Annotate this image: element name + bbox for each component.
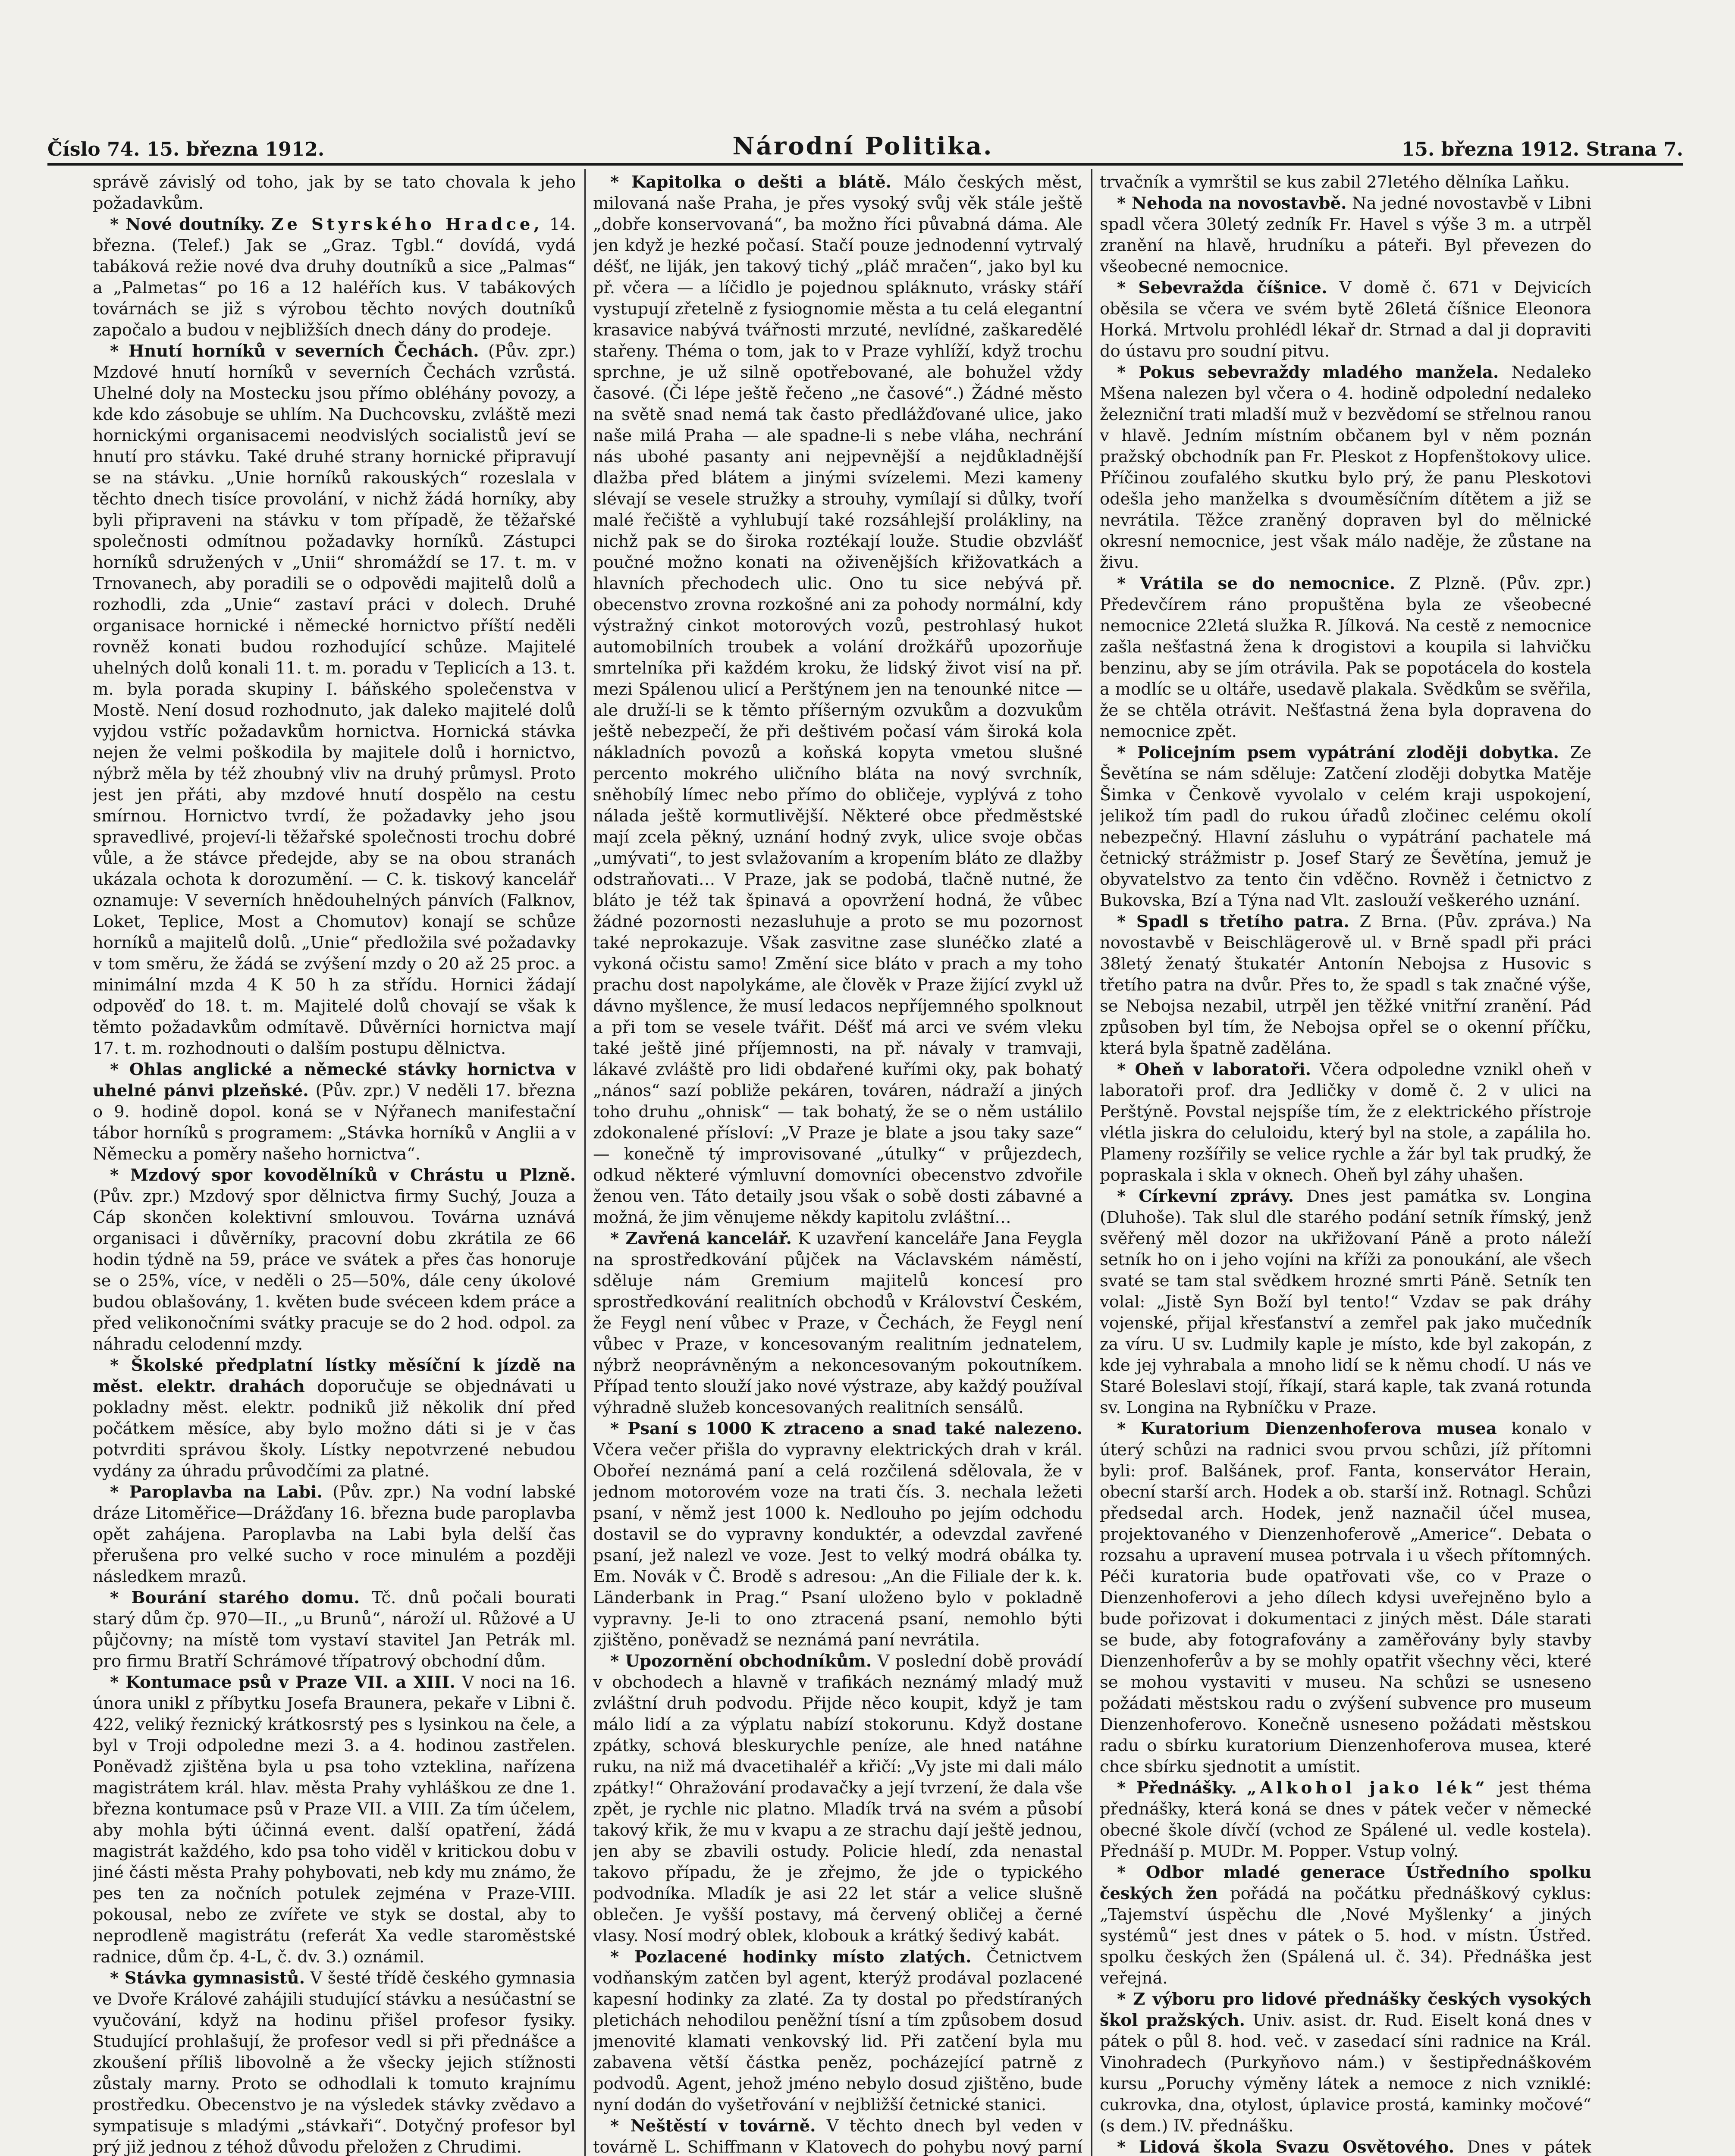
article: [1100, 1186, 1591, 1418]
article-headline: * Kapitolka o dešti a blátě.: [610, 172, 891, 192]
article: [93, 1059, 576, 1165]
article-body: doporučuje se objednávati u pokladny měst. elektr. podniků již několik dní před počátkem měsíce, aby bylo možno dáti si je v čas potvrditi správou školy. Lístky nepotvrzené nebudou vydány za úhradu průvodčími za platné.: [93, 1377, 576, 1481]
article-body: V těchto dnech byl veden v továrně L. Schiffmann v Klatovech do pohybu nový parní: [593, 2116, 1082, 2156]
article-body: Univ. asist. dr. Rud. Eiselt koná dnes v pátek o půl 8. hod. več. v zasedací síni radnice na Král. Vinohradech (Purkyňovo nám.) v šestipřednáškovém kursu „Poruchy výměny látek a nemoce z nich vzniklé: cukrovka, dna, otylost, úplavice prostá, kaminky močové“ (s dem.) IV. přednášku.: [1100, 2011, 1591, 2136]
date-page-info: 15. března 1912. Strana 7.: [1401, 138, 1683, 160]
article-headline: * Stávka gymnasistů.: [110, 1968, 305, 1988]
article-headline: * Kontumace psů v Praze VII. a XIII.: [110, 1673, 455, 1692]
article-headline: * Odbor mladé generace Ústředního spolku českých žen: [1100, 1863, 1591, 1903]
article-body: Nedaleko Mšena nalezen byl včera o 4. hodině odpolední nedaleko železniční trati mladší muž v bezvědomí se střelnou ranou v hlavě. Jedním místním občanem byl v něm poznán pražský obchodník pan Fr. Pleskot z Hopfenštokovy ulice. Příčinou zoufalého skutku bylo prý, že panu Pleskotovi odešla jeho manželka s dvouměsíčním dítětem a již se nevrátila. Těžce zraněný dopraven byl do mělnické okresní nemocnice, jest však málo naděje, že zůstane na živu.: [1100, 363, 1591, 572]
article: [1100, 742, 1591, 911]
article-headline: * Lidová škola Svazu Osvětového.: [1117, 2137, 1455, 2156]
article: [93, 341, 576, 1059]
article: [93, 1672, 576, 1968]
page-header: [47, 126, 1683, 160]
article-headline: * Neštěstí v továrně.: [610, 2116, 816, 2136]
article-body: K uzavření kanceláře Jana Feygla na sprostředkování půjček na Václavském náměstí, sděluje nám Gremium majitelů koncesí pro sprostředkování realitních obchodů v Království Českém, že Feygl není vůbec v Praze, v Čechách, že Feygl není vůbec v Praze, v koncesovaným realitním jednatelem, nýbrž neoprávněným a nekoncesovaným pokoutníkem. Případ tento slouží jako nové výstraze, aby každý používal výhradně služeb koncesovaných realitních sensálů.: [593, 1229, 1082, 1417]
article-body: Dnes jest památka sv. Longina (Dluhoše). Tak slul dle starého podání setník římský, jenž svěřený měl dozor na ukřižovaní Páně a proto náleží setník ho on i jeho vojíni na kříži za ponoukání, ale všech svaté se tam stal svědkem hrozné smrti Páně. Setník ten volal: „Jistě Syn Boží byl tento!“ Vzdav se pak dráhy vojenské, přijal křesťanství a zemřel pak jako mučedník za víru. U sv. Ludmily kaple je místo, kde byl zakopán, z kde jej vyhrabala a mnoho lidí se k němu chodí. U nás ve Staré Boleslavi stojí, říkají, stará kaple, tak zvaná rotunda sv. Longina na Rybníčku v Praze.: [1100, 1187, 1591, 1417]
article-headline: * Ohlas anglické a německé stávky hornictva v uhelné pánvi plzeňské.: [93, 1060, 576, 1100]
article-body: (Pův. zpr.) V neděli 17. března o 9. hodině dopol. koná se v Nýřanech manifestační tábor horníků s programem: „Stávka horníků v Anglii a v Německu a poměry našeho hornictva“.: [93, 1081, 576, 1164]
article: [93, 1482, 576, 1587]
column-1: [93, 172, 576, 2156]
spaced-emphasis: Ze Styrského Hradce,: [271, 215, 543, 234]
article-headline: * Školské předplatní lístky měsíční k jízdě na měst. elektr. drahách: [93, 1356, 576, 1396]
article-body: 14. března. (Telef.) Jak se „Graz. Tgbl.“ dovídá, vydá tabáková režie nové dva druhy doutníků a sice „Palmas“ a „Palmetas“ po 16 a 12 haléřích kus. V tabákových továrnách se již s výrobou těchto nových doutníků započalo a budou v nejbližších dnech dány do prodeje.: [93, 215, 576, 340]
article-headline: * Kuratorium Dienzenhoferova musea: [1117, 1419, 1497, 1438]
article-body: Ze Ševětína se nám sděluje: Zatčení zloději dobytka Matěje Šimka v Čenkově vyvolalo v celém kraji uspokojení, jelikož tím padl do rukou úřadů zločinec celému okolí nebezpečný. Hlavní zásluhu o vypátrání pachatele má četnický strážmistr p. Josef Starý ze Ševětína, jemuž je obyvatelstvo za tento čin vděčno. Rovněž i četnictvo z Bukovska, Bzí a Týna nad Vlt. zaslouží veškerého uznání.: [1100, 743, 1591, 910]
article: [1100, 573, 1591, 742]
article-headline: * Nové doutníky.: [110, 215, 265, 234]
article-body: V poslední době provádí v obchodech a hlavně v trafikách neznámý mladý muž zvláštní druh podvodu. Přijde něco koupit, když je tam málo lidí a za výplatu nabízí stokorunu. Když dostane zpátky, schová bleskurychle peníze, ale hned natáhne ruku, na niž má dvacetihaléř a křičí: „Vy jste mi dali málo zpátky!“ Ohražování prodavačky a její tvrzení, že dala vše zpět, je rychle nic platno. Mladík trvá na svém a působí takový křik, že mu v kvapu a ze strachu dají ještě jednou, jen aby se zbavili ostudy. Policie hledí, zda nenastal takovo případu, že je zřejmo, že jde o typického podvodníka. Mladík je asi 22 let stár a velice slušně oblečen. Je vyšší postavy, má červený obličej a černé vlasy. Nosí modrý oblek, klobouk a krátký šedivý kabát.: [593, 1651, 1082, 1946]
article: [1100, 1989, 1591, 2137]
article: [593, 1228, 1082, 1418]
masthead: Národní Politika.: [732, 132, 994, 160]
article-body: jest théma přednášky, která koná se dnes v pátek večer v německé obecné škole dívčí (vchod ze Spálené ul. vedle kostela). Přednáší p. MUDr. M. Popper. Vstup volný.: [1100, 1778, 1591, 1861]
header-rule: [47, 163, 1683, 166]
article-body: (Pův. zpr.) Mzdový spor dělnictva firmy Suchý, Jouza a Cáp skončen kolektivní smlouvou. Továrna uznává organisaci i důvěrníky, pracovní dobu zkrátila ze 66 hodin týdně na 59, práce ve svátek a přes čas honoruje se o 25%, více, v neděli o 25—50%, dále ceny úkolové budou oblašovány, 1. květen bude svéceen kdem práce a před velikonočními svátky pracuje se do 2 hod. odpol. za náhradu celodenní mzdy.: [93, 1187, 576, 1354]
article-body: trvačník a vymrštil se kus zabil 27letého dělníka Laňku.: [1100, 172, 1570, 192]
article-headline: * Bourání starého domu.: [110, 1588, 360, 1608]
column-2: [593, 172, 1082, 2156]
article: [93, 1355, 576, 1482]
article-headline: * Zavřená kancelář.: [610, 1229, 792, 1248]
article-body: Četnictvem vodňanským zatčen byl agent, kterýž prodával pozlacené kapesní hodinky za zlaté. Za ty dostal po předstíraných pletichách nehodilou peněžní tísní a tím způsobem dosud jmenovité klamati venkovský lid. Při zatčení byla mu zabavena větší částka peněz, pocházející patrně z podvodů. Agent, jehož jméno nebylo dosud zjištěno, bude nyní dodán do vyšetřování v nejbližší četnické stanici.: [593, 1947, 1082, 2115]
article-headline: * Pokus sebevraždy mladého manžela.: [1117, 363, 1499, 382]
article-headline: * Pozlacené hodinky místo zlatých.: [610, 1947, 972, 1967]
article-body: konalo v úterý schůzi na radnici svou prvou schůzi, jíž přítomni byli: prof. Balšánek, prof. Fanta, konservátor Herain, obecní starší arch. Hodek a ob. starší inž. Rotnagl. Schůzi předsedal arch. Hodek, jenž naznačil účel musea, projektovaného v Dienzenhoferově „Americe“. Debata o rozsahu a upravení musea potrvala i u všech přítomných. Péči kuratoria bude opatřovati vše, co v Praze o Dienzenhoferovi a jeho dílech kdysi uveřejněno bylo a bude pořizovat i dokumentaci z jiných měst. Dále starati se bude, aby fotografovány a zaměřovány byly stavby Dienzenhoferův a by se mohly opatřit všechny věci, které se mohou vystaviti v museu. Na schůzi se usneseno požádati městskou radu o zvýšení subvence pro museum Dienzenhoferovo. Konečně usneseno požádati městskou radu o sbírku kuratorium Dienzenhoferova musea, které chce sbírku sjednotit a umístit.: [1100, 1419, 1591, 1777]
article-body: Včera večer přišla do vypravny elektrických drah v král. Obořeí neznámá paní a celá rozčilená sdělovala, že v jednom motorovém voze na trati čís. 3. nechala ležeti psaní, v němž jest 1000 k. Nedlouho po jejím odchodu dostavil se do vypravny konduktér, a odevzdal zavřené psaní, jež nalezl ve voze. Jest to velký modrá obálka ty. Em. Novák v Č. Brodě s adresou: „An die Filiale der k. k. Länderbank in Prag.“ Psaní uloženo bylo v pokladně vypravny. Je-li to ono ztracená psaní, nemohlo býti zjištěno, poněvadž se neznámá paní nevrátila.: [593, 1440, 1082, 1650]
article-headline: * Z výboru pro lidové přednášky českých vysokých škol pražských.: [1100, 1990, 1591, 2030]
article-body: Na jedné novostavbě v Libni spadl včera 30letý zedník Fr. Havel s výše 3 m. a utrpěl zranění na hlavě, hrudníku a páteři. Byl převezen do všeobecné nemocnice.: [1100, 194, 1591, 276]
article-body: V noci na 16. února unikl z příbytku Josefa Braunera, pekaře v Libni č. 422, veliký řeznický krátkosrstý pes s lysinkou na čele, a byl v Troji odpoledne mezi 3. a 4. hodinou zastřelen. Poněvadž zjištěna byla u psa toho vzteklina, nařízena magistrátem král. hlav. města Prahy vyhláškou ze dne 1. března kontumace psů v Praze VII. a VIII. Za tím účelem, aby mohla býti účinná event. další opatření, žádá magistrát každého, kdo psa toho viděl v kritickou dobu v jiné části města Prahy pohybovati, neb kdy mu známo, že pes ten za nočních potulek zejména v Praze-VIII. pokousal, nebo ze zvířete ve styk se dostal, aby to neprodleně magistrátu (referát Xa vedle staroměstské radnice, dům čp. 4-L, č. dv. 3.) oznámil.: [93, 1673, 576, 1967]
column-3: [1100, 172, 1591, 2156]
article: [593, 1946, 1082, 2115]
article-headline: * Vrátila se do nemocnice.: [1117, 574, 1396, 593]
article: [1100, 277, 1591, 362]
article-headline: * Upozornění obchodníkům.: [610, 1651, 872, 1671]
article-body: Dnes v pátek: [1467, 2137, 1591, 2156]
column-divider: [1091, 169, 1092, 2156]
article-body: Z Plzně. (Pův. zpr.) Předevčírem ráno propuštěna byla ze všeobecné nemocnice 22letá služka R. Jílková. Na cestě z nemocnice zašla nešťastná žena k drogistovi a koupila si lahvičku benzinu, aby se jím otrávila. Pak se popotácela do kostela a modlíc se u oltáře, usedavě plakala. Svědkům se svěřila, že se chtěla otrávit. Nešťastná žena byla dopravena do nemocnice zpět.: [1100, 574, 1591, 741]
article-body: Málo českých měst, milovaná naše Praha, je přes vysoký svůj věk stále ještě „dobře konservovaná“, ba možno říci půvabná dáma. Ale jen když je hezké počasí. Stačí pouze jednodenní vytrvalý déšť, ne liják, jen takový tichý „pláč mračen“, jako byl ku př. včera — a líčidlo je pojednou spláknuto, vrásky stáří vystupují zřetelně z fysiognomie města a tu celá elegantní krasavice nabývá tvářnosti mrzuté, nevlídné, zaškaredělé stařeny. Théma o tom, jak to v Praze vyhlíží, když trochu sprchne, je už silně opotřebované, ale bohužel vždy časové. (Či lépe ještě řečeno „ne časové“.) Žádné město na světě snad nemá tak často předlážďované ulice, jako naše milá Praha — ale spadne-li s nebe vláha, nechrání nás ubohé pasanty ani nejpevnější a nejdůkladnější dlažba před blátem a jinými svízelemi. Mezi kameny slévají se vesele stružky a strouhy, vymílají si důlky, tvoří malé řečiště a vyhlubují také rozsáhlejší prolákliny, na nichž pak se do široka roztékají louže. Studie obzvlášť poučné možno konati na oživenějších křižovatkách a hlavních přechodech ulic. Ono tu sice nebývá př. obecenstvo zrovna rozkošné ani za pohody normální, kdy výstražný cinkot motorových vozů, pestrohlasý hukot automobilních troubek a volání drožkářů upozorňuje smrtelníka při každém kroku, že lidský život visí na př. mezi Spálenou ulicí a Perštýnem jen na tenounké nitce — ale druží-li se k těmto příšerným ozvukům a dozvukům ještě nebezpečí, že při deštivém počasí vám široká kola nákladních povozů a koňská kopyta vmetou slušné percento mokrého uličního bláta na nový svrchník, sněhobílý límec nebo přímo do obličeje, vyplývá z toho nálada ještě kormutlivější. Některé obce předměstské mají zcela pěkný, uznání hodný zvyk, ulice svoje občas „umývati“, to jest svlažovaním a kropením bláto ze dlažby odstraňovati… V Praze, jak se podobá, tlačně nutné, že bláto je též tak špinavá a opovržení hodná, že vůbec žádné pozornosti nezasluhuje a proto se mu pozornost také neprokazuje. Však zasvitne zase slunéčko zlaté a vykoná očistu samo! Změní sice bláto v prach a my toho prachu dost napolykáme, ale člověk v Praze žijící zvykl už dávno myšlence, že musí ledacos nepříjemného spolknout a při tom se vesele tvářit. Déšť má arci ve svém vleku také ještě jiné příjemnosti, na př. návaly v tramvaji, lákavé zvláště pro lidi obdařené kuřími oky, pak bohatý „nános“ sazí pobliže pekáren, továren, nádraží a jiných toho druhu „ohnisk“ — tak bohatý, že se o něm ustálilo zdokonalené přísloví: „V Praze je blate a jsou taky saze“ — konečně tý improvisované „útulky“ v průjezdech, odkud některé výmluvní domovníci obecenstvo zdvořile ženou ven. Táto detaily jsou však o sobě dosti zábavné a možná, že jim věnujeme někdy kapitolu zvláštní…: [593, 172, 1082, 1227]
article-headline: * Oheň v laboratoři.: [1117, 1060, 1311, 1079]
article: [93, 1968, 576, 2156]
article: [1100, 362, 1591, 573]
article-body: správě závislý od toho, jak by se tato chovala k jeho požadavkům.: [93, 172, 576, 213]
article: [93, 172, 576, 214]
article-body: V domě č. 671 v Dejvicích oběsila se včera ve svém bytě 26letá číšnice Eleonora Horká. Mrtvolu prohlédl lékař dr. Strnad a dal ji dopraviti do ústavu pro soudní pitvu.: [1100, 278, 1591, 361]
article-headline: * Policejním psem vypátrání zloději dobytka.: [1117, 743, 1559, 762]
article-body: Z Brna. (Pův. zpráva.) Na novostavbě v Beischlägerově ul. v Brně spadl při práci 38letý ženatý štukatér Antonín Nebojsa z Husovic s třetího patra na dvůr. Přes to, že spadl s tak značné výše, se Nebojsa nezabil, utrpěl jen těžké vnitřní zranění. Pád způsoben byl tím, že Nebojsa opřel se o okenní příčku, která byla špatně zadělána.: [1100, 912, 1591, 1058]
article: [1100, 1418, 1591, 1777]
article-headline: * Církevní zprávy.: [1117, 1187, 1294, 1206]
article: [1100, 172, 1591, 193]
article-headline: * Psaní s 1000 K ztraceno a snad také nalezeno.: [610, 1419, 1082, 1438]
article-body: (Pův. zpr.) Na vodní labské dráze Litoměřice—Drážďany 16. března bude paroplavba opět zahájena. Paroplavba na Labi byla delší čas přerušena pro velké sucho v roce minulém a později následkem mrazů.: [93, 1482, 576, 1586]
article-headline: * Mzdový spor kovodělníků v Chrástu u Plzně.: [110, 1166, 576, 1185]
article: [1100, 1777, 1591, 1862]
article: [593, 1418, 1082, 1651]
article: [93, 214, 576, 341]
article-headline: * Hnutí horníků v severních Čechách.: [110, 342, 479, 361]
article-headline: * Paroplavba na Labi.: [110, 1482, 323, 1502]
article: [93, 1165, 576, 1355]
article-headline: * Spadl s třetího patra.: [1117, 912, 1349, 931]
article: [1100, 911, 1591, 1059]
column-divider: [584, 169, 586, 2156]
article-headline: * Nehoda na novostavbě.: [1117, 194, 1347, 213]
article-headline: * Sebevražda číšnice.: [1117, 278, 1327, 298]
article: [93, 1587, 576, 1672]
article-body: (Pův. zpr.) Mzdové hnutí horníků v severních Čechách vzrůstá. Uhelné doly na Mostecku jsou přímo obléhány povozy, a kde kdo zásobuje se uhlím. Na Duchcovsku, zvláště mezi hornickými organisacemi neodvislých socialistů jeví se hnutí pro stávku. Také druhé strany hornické připravují se na stávku. „Unie horníků rakouských“ rozeslala v těchto dnech tisíce provolání, v nichž žádá horníky, aby byli připraveni na stávku v tom případě, že těžařské společnosti odmítnou požadavky horníků. Zástupci horníků sdružených v „Unii“ shromáždí se 17. t. m. v Trnovanech, aby poradili se o odpovědi majitelů dolů a rozhodli, zda „Unie“ zastaví práci v dolech. Druhé organisace hornické i německé hornictvo příští neděli rovněž konati budou rozhodující schůze. Majitelé uhelných dolů konali 11. t. m. poradu v Teplicích a 13. t. m. byla porada skupiny I. báňského společenstva v Mostě. Není dosud rozhodnuto, jak daleko majitelé dolů vyjdou vstříc požadavkům hornictva. Hornická stávka nejen že velmi poškodila by majitele dolů i hornictvo, nýbrž měla by též zhoubný vliv na druhý průmysl. Proto jest jen přáti, aby mzdové hnutí dospělo na cestu smírnou. Hornictvo tvrdí, že požadavky jeho jsou spravedlivé, projeví-li těžařské společnosti trochu dobré vůle, a že stávce předejde, aby se na obou stranách ukázala ochota k dorozumění. — C. k. tiskový kancelář oznamuje: V severních hnědouhelných pánvích (Falknov, Loket, Teplice, Most a Chomutov) konají se schůze horníků a majitelů dolů. „Unie“ předložila své požadavky v tom směru, že žádá se zvýšení mzdy o 20 až 25 proc. a minimální mzda 4 K 50 h za střídu. Hornici žádají odpověď do 18. t. m. Majitelé dolů chovají se však k těmto požadavkům odmítavě. Důvěrníci hornictva mají 17. t. m. rozhodnouti o dalším postupu dělnictva.: [93, 342, 576, 1058]
article: [1100, 193, 1591, 277]
article: [593, 172, 1082, 1228]
article: [1100, 1059, 1591, 1186]
article-body: pořádá na počátku přednáškový cyklus: „Tajemství úspěchu dle ,Nové Myšlenky‘ a jiných systémů“ jest dnes v pátek o 5. hod. v místn. Ústřed. spolku českých žen (Spálená ul. č. 34). Přednáška jest veřejná.: [1100, 1884, 1591, 1988]
article: [1100, 2137, 1591, 2156]
article: [593, 2115, 1082, 2156]
article-body: Včera odpoledne vznikl oheň v laboratoři prof. dra Jedličky v domě č. 2 v ulici na Perštýně. Povstal nejspíše tím, že z elektrického přístroje vlétla jiskra do celuloidu, který byl na stole, a zapálila ho. Plameny rozšířily se velice rychle a žár byl tak prudký, že popraskala i skla v oknech. Oheň byl záhy uhašen.: [1100, 1060, 1591, 1185]
article-headline: * Přednášky.: [1117, 1778, 1237, 1798]
article: [593, 1651, 1082, 1946]
article-body: V šesté třídě českého gymnasia ve Dvoře Králové zahájili studující stávku a nesúčastní se vyučování, když na hodinu přišel profesor fysiky. Studující prohlašují, že profesor vedl si při přednášce a zkoušení příliš libovolně a že všecky jejich stížnosti zůstaly marny. Proto se odhodlali k tomuto krajnímu prostředku. Obecenstvo je na výsledek stávky zvědavo a sympatisuje s mladými „stávkaři“. Dotyčný profesor byl prý již jednou z téhož důvodu přeložen z Chrudimi.: [93, 1968, 576, 2156]
spaced-emphasis: „Alkohol jako lék“: [1247, 1778, 1488, 1798]
article-body: Tč. dnů počali bourati starý dům čp. 970—II., „u Brunů“, nároží ul. Růžové a U půjčovny; na místě tom vystaví stavitel Jan Petrák ml. pro firmu Bratří Schrámové třípatrový obchodní dům.: [93, 1588, 576, 1671]
article: [1100, 1862, 1591, 1989]
issue-info: Číslo 74. 15. března 1912.: [47, 138, 325, 160]
